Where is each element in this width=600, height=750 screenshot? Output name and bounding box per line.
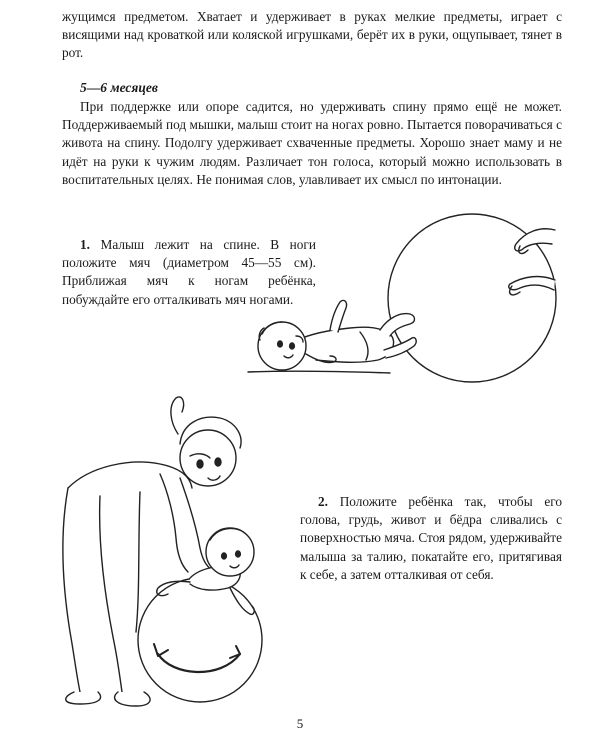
exercise-2-text: Положите ребёнка так, чтобы его голова, грудь, живот и бёдра сливались с поверхностью мяча. Стоя рядом, удерживайте малыша за талию, покатайте его, притягивая к себе, а затем отталкивая от себя.	[300, 494, 563, 582]
section-title: 5—6 месяцев	[80, 80, 158, 95]
exercise-2	[300, 493, 562, 584]
exercise-2-number: 2.	[318, 494, 328, 509]
section-paragraph: При поддержке или опоре садится, но удерживать спину прямо ещё не может. Поддерживаемый под мышки, малыш стоит на ногах ровно. Пытается поворачиваться с живота на спину. Подолгу удерживает схваченные предметы. Хорошо знает маму и не идёт на руки к чужим людям. Различает тон голоса, который можно использовать в воспитательных целях. Не понимая слов, улавливает их смысл по интонации.	[62, 99, 562, 187]
baby-ball-feet-illustration	[240, 210, 570, 380]
page-number: 5	[296, 716, 304, 731]
exercise-1-number: 1.	[80, 237, 90, 252]
mother-baby-ball-illustration	[40, 392, 320, 712]
exercise-1-text: Малыш лежит на спине. В ноги положите мяч (диаметром 45—55 см). Приближая мяч к ногам ребёнка, побуждайте его отталкивать мяч ногами.	[62, 237, 317, 307]
gym-ball	[138, 578, 262, 702]
intro-paragraph: жущимся предметом. Хватает и удерживает в руках мелкие предметы, играет с висящими над кроваткой или коляской игрушками, берёт их в руки, ощупывает, тянет в рот.	[62, 9, 562, 61]
